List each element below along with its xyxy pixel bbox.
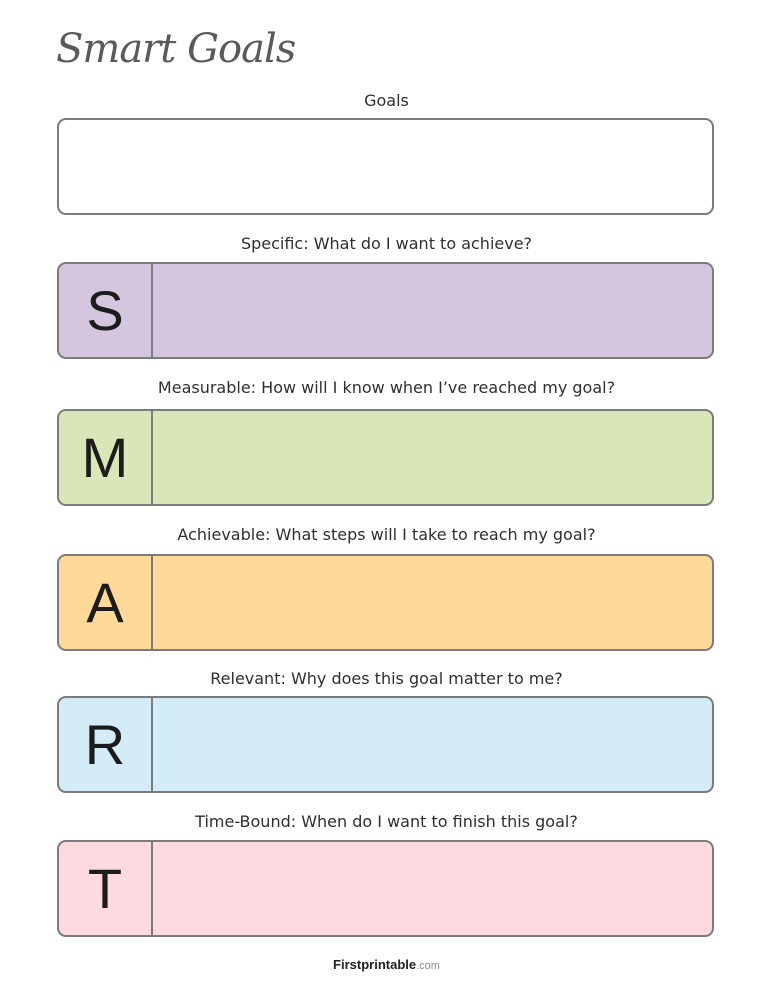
specific-row <box>57 262 714 359</box>
time-bound-row <box>57 840 714 937</box>
measurable-label: Measurable: How will I know when I’ve reached my goal? <box>157 378 616 397</box>
goals-box[interactable] <box>57 118 714 215</box>
goals-label: Goals <box>364 91 409 110</box>
measurable-letter: M <box>59 411 153 504</box>
relevant-label: Relevant: Why does this goal matter to me? <box>210 669 563 688</box>
achievable-answer-box[interactable] <box>153 556 712 649</box>
time-bound-letter: T <box>59 842 153 935</box>
achievable-label: Achievable: What steps will I take to reach my goal? <box>177 525 596 544</box>
footer-brand-name: Firstprintable <box>333 957 417 972</box>
footer-brand-tld: .com <box>416 960 440 972</box>
specific-answer-box[interactable] <box>153 264 712 357</box>
relevant-answer-box[interactable] <box>153 698 712 791</box>
page-title: Smart Goals <box>56 26 296 72</box>
measurable-answer-box[interactable] <box>153 411 712 504</box>
time-bound-label: Time-Bound: When do I want to finish this goal? <box>195 812 578 831</box>
footer-brand <box>0 957 773 972</box>
relevant-letter: R <box>59 698 153 791</box>
achievable-row <box>57 554 714 651</box>
relevant-row <box>57 696 714 793</box>
measurable-row <box>57 409 714 506</box>
achievable-letter: A <box>59 556 153 649</box>
specific-label: Specific: What do I want to achieve? <box>240 234 533 253</box>
specific-letter: S <box>59 264 153 357</box>
time-bound-answer-box[interactable] <box>153 842 712 935</box>
